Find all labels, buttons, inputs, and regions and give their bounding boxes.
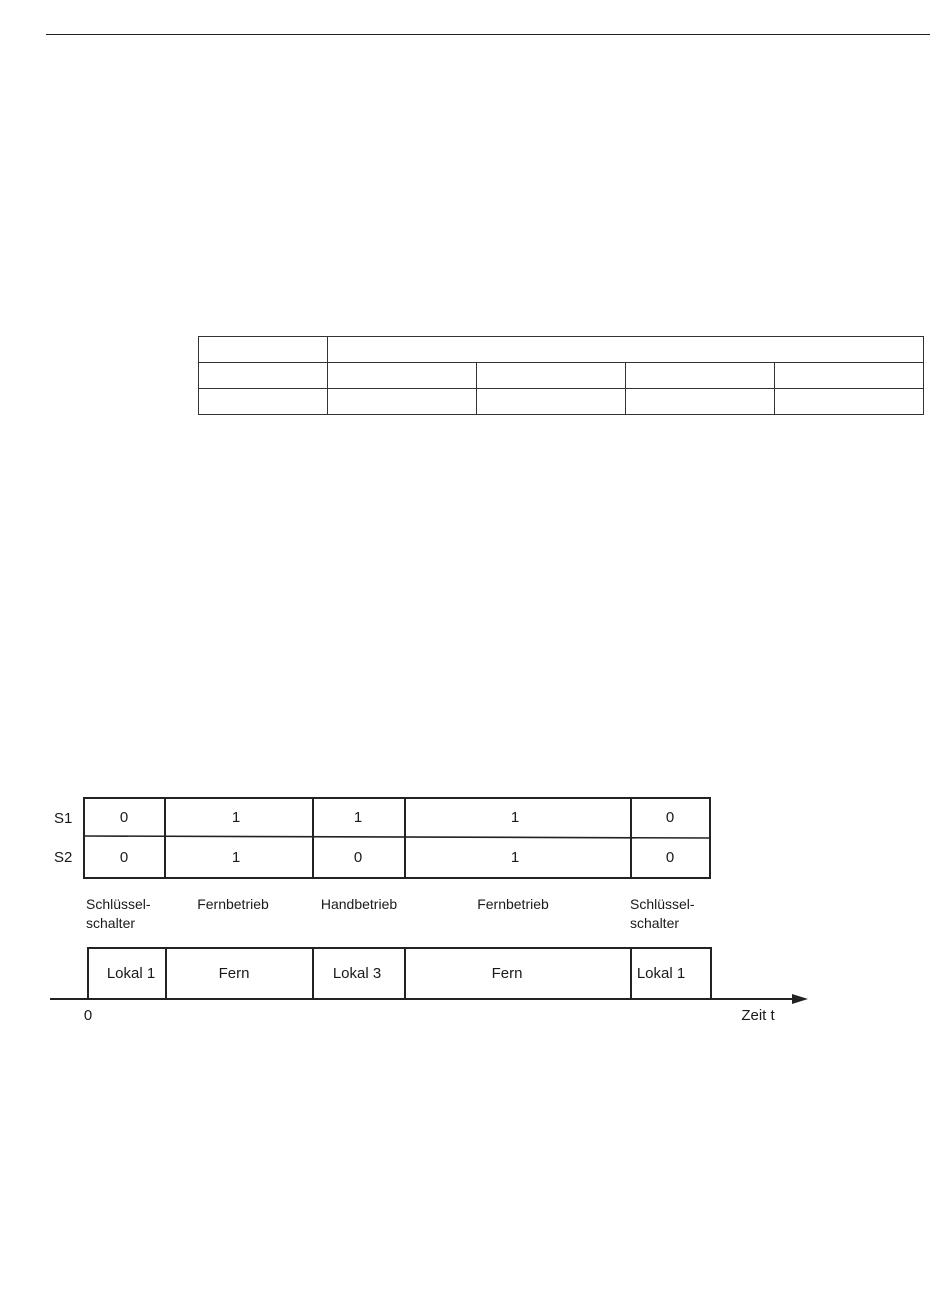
signal-row-separator: [84, 836, 710, 838]
s2-value: 0: [353, 849, 363, 866]
mode-label: Fernbetrieb: [477, 896, 549, 912]
row-label-s2: S2: [54, 849, 73, 866]
table-cell: [626, 363, 775, 389]
mode-label: schalter: [630, 915, 680, 931]
state-label: Lokal 1: [106, 965, 156, 982]
mode-label: Fernbetrieb: [197, 896, 269, 912]
mode-label: schalter: [86, 915, 136, 931]
table-cell: [328, 389, 477, 415]
s2-value: 0: [119, 849, 129, 866]
state-label: Lokal 1: [636, 965, 686, 982]
table-cell: [328, 337, 924, 363]
s1-value: 0: [119, 809, 129, 826]
time-axis-arrow-icon: [792, 994, 808, 1004]
axis-origin-label: 0: [83, 1007, 93, 1024]
table-row: [199, 337, 924, 363]
s1-value: 1: [353, 809, 363, 826]
timing-diagram: [0, 780, 950, 1045]
mode-label: Schlüssel-: [86, 896, 151, 912]
axis-label: Zeit t: [741, 1007, 775, 1024]
s1-value: 0: [665, 809, 675, 826]
row-label-s1: S1: [54, 810, 73, 827]
table-cell: [328, 363, 477, 389]
table-cell: [199, 389, 328, 415]
state-label: Lokal 3: [332, 965, 382, 982]
s2-value: 1: [510, 849, 520, 866]
state-label: Fern: [491, 965, 523, 982]
state-label: Fern: [218, 965, 250, 982]
table-cell: [626, 389, 775, 415]
table-cell: [775, 389, 924, 415]
table-row: [199, 363, 924, 389]
s1-value: 1: [510, 809, 520, 826]
table-cell: [199, 337, 328, 363]
table-cell: [199, 363, 328, 389]
s1-value: 1: [231, 809, 241, 826]
table-cell: [477, 389, 626, 415]
mode-label: Schlüssel-: [630, 896, 695, 912]
table-cell: [775, 363, 924, 389]
table-row: [199, 389, 924, 415]
empty-table: [198, 336, 924, 415]
state-blocks-outline: [88, 948, 711, 998]
header-rule: [46, 34, 930, 35]
s2-value: 0: [665, 849, 675, 866]
mode-label: Handbetrieb: [320, 896, 398, 912]
s2-value: 1: [231, 849, 241, 866]
table-cell: [477, 363, 626, 389]
